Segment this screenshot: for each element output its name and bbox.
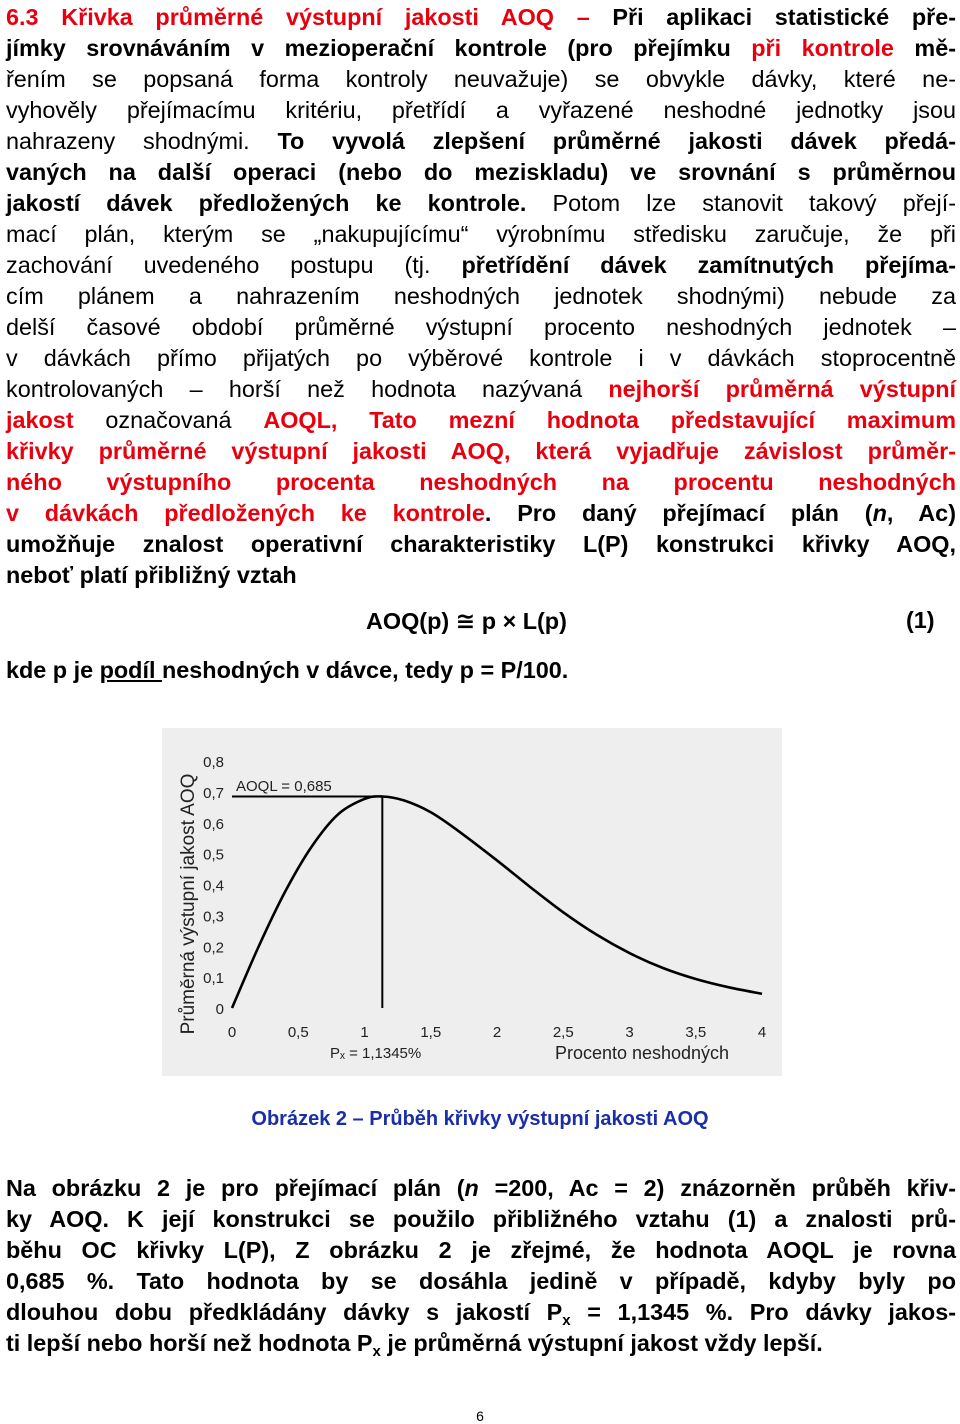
text: jímky srovnáváním v mezioperační kontrole (pro přejímku	[6, 35, 752, 61]
highlighted-term: AOQL, Tato mezní hodnota představující maximum	[263, 407, 957, 433]
formula-rhs: L(p)	[522, 608, 567, 634]
text-line: ky AOQ. K její konstrukci se použilo přibližného vztahu (1) a znalosti prů-	[6, 1206, 956, 1232]
text-line: řením se popsaná forma kontroly neuvažuje) se obvykle dávky, které ne-	[6, 66, 956, 92]
highlighted-term: nejhorší průměrná výstupní	[608, 376, 956, 402]
subscript: x	[562, 1312, 571, 1329]
x-tick-label: 1	[360, 1024, 369, 1041]
y-tick-label: 0,7	[203, 784, 224, 802]
text-line: mací plán, kterým se „nakupujícímu“ výrobnímu středisku zaručuje, že při	[6, 221, 956, 247]
dash: –	[576, 4, 590, 30]
y-tick-label: 0,3	[203, 908, 224, 926]
equation-number: (1)	[906, 607, 935, 633]
text-line	[6, 1297, 956, 1328]
highlighted-term: jakost	[6, 407, 74, 433]
times-symbol: ×	[502, 608, 517, 634]
highlighted-term: v dávkách předložených ke kontrole	[6, 500, 485, 526]
aoq-curve-line	[232, 796, 762, 1008]
formula-expression	[366, 607, 567, 635]
chart-svg	[162, 728, 782, 1076]
underlined-text: podíl	[99, 657, 162, 683]
subscript: x	[372, 1343, 381, 1360]
y-tick-label: 0,4	[203, 877, 224, 895]
text: jakostí dávek předložených ke kontrole.	[6, 190, 553, 216]
text-line	[6, 2, 956, 33]
text-line: neboť platí přibližný vztah	[6, 562, 297, 588]
text-line: cím plánem a nahrazením neshodných jednotek shodnými) nebude za	[6, 283, 956, 309]
x-tick-label: 4	[757, 1024, 767, 1041]
aoq-chart	[162, 728, 782, 1076]
text: neshodných v dávce, tedy p = P/100.	[161, 657, 569, 683]
text-line	[6, 405, 956, 436]
y-tick-label: 0,2	[203, 939, 224, 957]
y-tick-label: 0,5	[203, 846, 224, 864]
text: = 1,1345 %. Pro dávky jakos-	[570, 1299, 956, 1325]
chart-marks	[232, 778, 762, 1062]
y-tick-label: 0,6	[203, 815, 224, 833]
aoql-label: AOQL = 0,685	[236, 778, 332, 795]
text: kontrolovaných – horší než hodnota nazývaná	[6, 376, 609, 402]
text: zachování uvedeného postupu (tj.	[6, 252, 462, 278]
page-number: 6	[476, 1408, 484, 1424]
text: označovaná	[73, 407, 264, 433]
x-tick-label: 2,5	[552, 1024, 574, 1041]
section-title: Křivka průměrné výstupní jakosti AOQ	[61, 4, 555, 30]
explanation-paragraph	[6, 1173, 956, 1359]
formula-p: p	[481, 608, 497, 634]
y-tick-label: 0,1	[203, 970, 224, 988]
text-line	[6, 374, 956, 405]
text: , Ac)	[886, 500, 956, 526]
highlighted-term: při kontrole	[751, 35, 894, 61]
x-tick-label: 2	[492, 1024, 502, 1041]
approx-symbol: ≅	[455, 608, 476, 634]
text-line	[6, 126, 956, 157]
text: mě-	[893, 35, 956, 61]
text: přetřídění dávek zamítnutých přejíma-	[461, 252, 956, 278]
text-line: křivky průměrné výstupní jakosti AOQ, která vyjadřuje závislost průměr-	[6, 438, 956, 464]
text-line	[6, 188, 956, 219]
section-paragraph	[6, 2, 956, 591]
text: nahrazeny shodnými.	[6, 128, 278, 154]
text-line: v dávkách přímo přijatých po výběrové kontrole i v dávkách stoprocentně	[6, 345, 956, 371]
text: To vyvolá zlepšení průměrné jakosti dávek předá-	[277, 128, 956, 154]
y-tick-label: 0	[215, 1001, 224, 1018]
text: dlouhou dobu předkládány dávky s jakostí P	[6, 1299, 563, 1325]
text-line: umožňuje znalost operativní charakteristiky L(P) konstrukci křivky AOQ,	[6, 531, 956, 557]
figure-caption: Obrázek 2 – Průběh křivky výstupní jakosti AOQ	[251, 1108, 709, 1130]
text-line: běhu OC křivky L(P), Z obrázku 2 je zřejmé, že hodnota AOQL je rovna	[6, 1237, 956, 1263]
text-line	[6, 655, 956, 686]
y-axis-label: Průměrná výstupní jakost AOQ	[178, 773, 199, 1035]
text-line: ného výstupního procenta neshodných na procentu neshodných	[6, 469, 956, 495]
text: je průměrná výstupní jakost vždy lepší.	[380, 1330, 823, 1356]
text: . Pro daný přejímací plán (	[484, 500, 873, 526]
text-line	[6, 498, 956, 529]
text: Potom lze stanovit takový přejí-	[552, 190, 956, 216]
text-line: vyhověly přejímacímu kritériu, přetřídí a vyřazené neshodné jednotky jsou	[6, 97, 956, 123]
text-line	[6, 33, 956, 64]
x-axis-label: Procento neshodných	[554, 1043, 730, 1063]
text: kde p je	[6, 657, 100, 683]
text-line	[6, 250, 956, 281]
text: n	[872, 500, 887, 526]
formula	[0, 607, 960, 639]
definition-line	[6, 655, 956, 686]
text: Při aplikaci statistické pře-	[612, 4, 957, 30]
text-line: 0,685 %. Tato hodnota by se dosáhla jedině v případě, kdyby byly po	[6, 1268, 956, 1294]
text: =200, Ac = 2) znázorněn průběh křiv-	[478, 1175, 956, 1201]
text-line: delší časové období průměrné výstupní procento neshodných jednotek –	[6, 314, 956, 340]
text: Na obrázku 2 je pro přejímací plán (	[6, 1175, 465, 1201]
text-line	[6, 1173, 956, 1204]
x-tick-label: 1,5	[420, 1024, 442, 1041]
x-tick-label: 3,5	[685, 1024, 707, 1041]
px-label: Pₓ = 1,1345%	[330, 1045, 422, 1062]
text: n	[464, 1175, 479, 1201]
text: ti lepší nebo horší než hodnota P	[6, 1330, 373, 1356]
section-number: 6.3	[6, 4, 39, 30]
text-line	[6, 1328, 956, 1359]
x-tick-label: 0	[227, 1024, 237, 1041]
y-tick-label: 0,8	[203, 754, 224, 771]
text-line: vaných na další operaci (nebo do meziskladu) ve srovnání s průměrnou	[6, 159, 956, 185]
formula-lhs: AOQ(p)	[366, 608, 450, 634]
x-tick-label: 0,5	[287, 1024, 309, 1041]
x-tick-label: 3	[625, 1024, 634, 1041]
